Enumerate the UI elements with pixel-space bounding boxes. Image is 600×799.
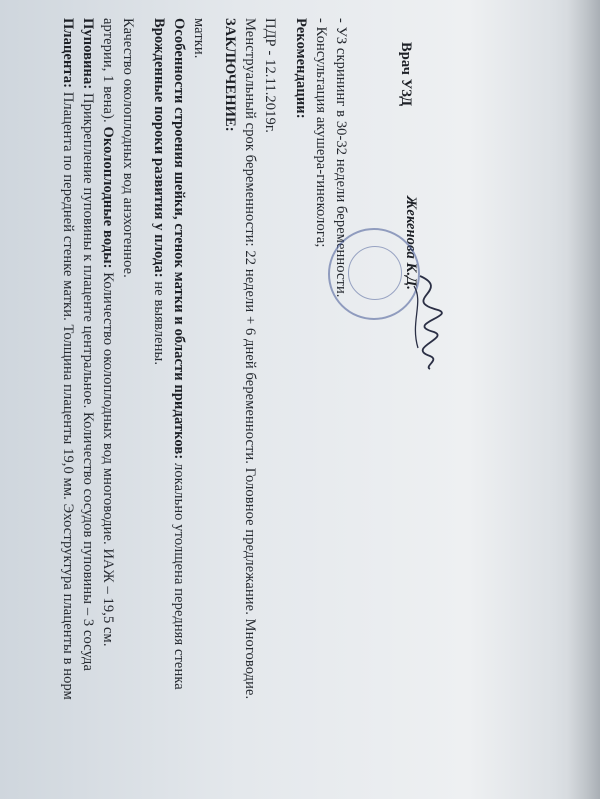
- placenta-label: Плацента:: [60, 18, 76, 89]
- uterus-features-line: Особенности строения шейки, стенок матки и области придатков: локально утолщена передняя стенка: [171, 18, 187, 690]
- placenta-line: [59, 18, 76, 700]
- conclusion-heading: ЗАКЛЮЧЕНИЕ:: [222, 18, 238, 132]
- malformations-line: Врожденные пороки развития у плода: не выявлены.: [151, 18, 167, 366]
- amniotic-line: артерии, 1 вена). Околоплодные воды: Количество околоплодных вод многоводие. ИАЖ – 19,5 см.: [100, 18, 116, 647]
- uterus-features-cont: матки.: [191, 18, 207, 59]
- doctor-name: Жекенова К.Д.: [403, 196, 419, 290]
- amniotic-label: Околоплодные воды:: [100, 122, 116, 269]
- gestational-age-line: Менструальный срок беременности: 22 недели + 6 дней беременности. Головное предлежание. Многоводие.: [242, 18, 258, 700]
- recommendation-item: - Консультация акушера-гинеколога;: [313, 18, 329, 248]
- doctor-signature: [390, 272, 460, 372]
- recommendations-heading: Рекомендации:: [293, 18, 309, 119]
- amniotic-quality-line: Качество околоплодных вод анэхогенное.: [120, 18, 136, 278]
- umbilical-line: [79, 18, 96, 671]
- doctor-title: Врач УЗД: [398, 42, 414, 107]
- placenta-text: Плацента по передней стенке матки. Толщина плаценты 19,0 мм. Эхоструктура плаценты в норм: [60, 88, 76, 700]
- umbilical-text: Прикрепление пуповины к плаценте центральное. Количество сосудов пуповины – 3 сосуда: [80, 89, 96, 672]
- recommendation-item: - УЗ скрининг в 30-32 недели беременности.: [333, 18, 349, 298]
- umbilical-label: Пуповина:: [80, 18, 96, 90]
- due-date-line: ПДР - 12.11.2019г.: [262, 18, 278, 133]
